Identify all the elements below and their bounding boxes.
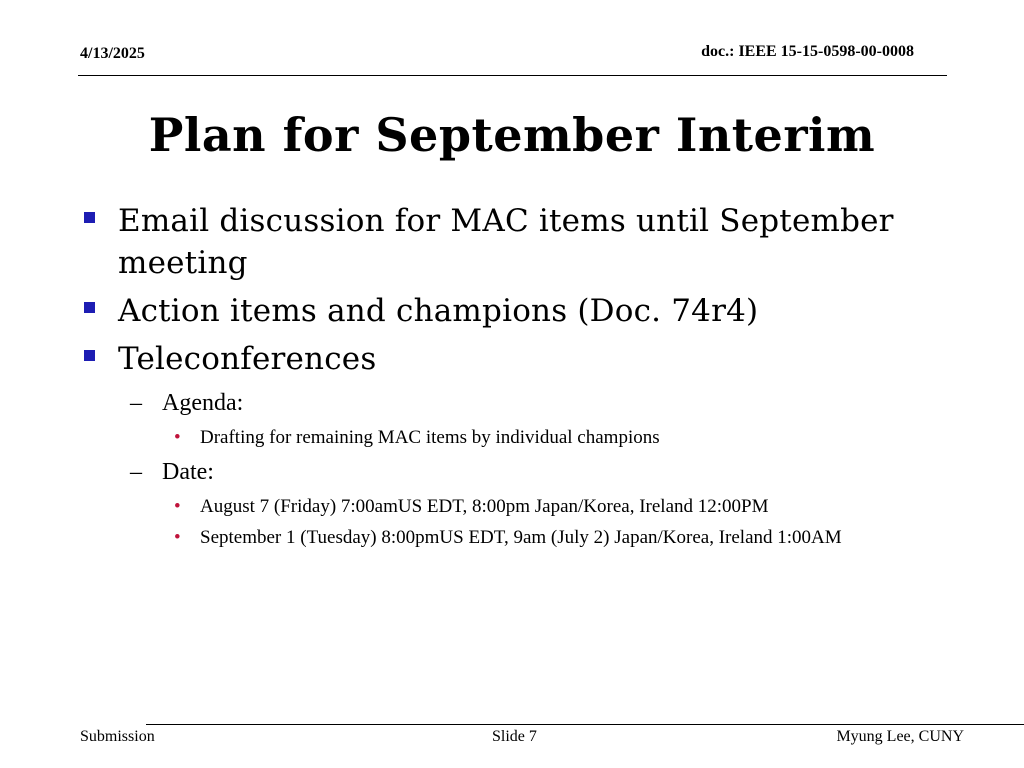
dash-bullet-icon: – xyxy=(130,459,142,485)
footer-divider xyxy=(146,724,1024,725)
header-date: 4/13/2025 xyxy=(80,45,145,62)
dot-bullet-icon: • xyxy=(174,496,181,517)
dot-bullet-icon: • xyxy=(174,427,181,448)
sub-bullet-date xyxy=(82,455,942,489)
header-doc-number: doc.: IEEE 15-15-0598-00-0008 xyxy=(701,43,914,60)
date-item-text: September 1 (Tuesday) 8:00pmUS EDT, 9am (July 2) Japan/Korea, Ireland 1:00AM xyxy=(200,527,842,548)
date-item-august xyxy=(82,493,942,520)
bullet-teleconferences xyxy=(82,338,942,380)
dot-bullet-icon: • xyxy=(174,527,181,548)
bullet-action-items xyxy=(82,290,942,332)
square-bullet-icon xyxy=(84,302,95,313)
square-bullet-icon xyxy=(84,212,95,223)
date-item-text: August 7 (Friday) 7:00amUS EDT, 8:00pm Japan/Korea, Ireland 12:00PM xyxy=(200,496,769,517)
slide-content xyxy=(82,200,942,555)
dash-bullet-icon: – xyxy=(130,390,142,416)
date-item-september xyxy=(82,524,942,551)
bullet-text: Email discussion for MAC items until September meeting xyxy=(118,203,894,281)
footer-slide-number: Slide 7 xyxy=(492,728,537,745)
bullet-email-discussion xyxy=(82,200,942,284)
header-divider xyxy=(78,75,947,76)
bullet-text: Teleconferences xyxy=(118,341,377,377)
sub-bullet-text: Date: xyxy=(162,459,214,485)
agenda-item xyxy=(82,424,942,451)
footer-submission: Submission xyxy=(80,728,155,745)
square-bullet-icon xyxy=(84,350,95,361)
footer-author: Myung Lee, CUNY xyxy=(836,728,964,745)
slide-title: Plan for September Interim xyxy=(148,108,876,162)
sub-bullet-text: Agenda: xyxy=(162,390,244,416)
bullet-text: Action items and champions (Doc. 74r4) xyxy=(118,293,759,329)
agenda-item-text: Drafting for remaining MAC items by individual champions xyxy=(200,427,660,448)
sub-bullet-agenda xyxy=(82,386,942,420)
